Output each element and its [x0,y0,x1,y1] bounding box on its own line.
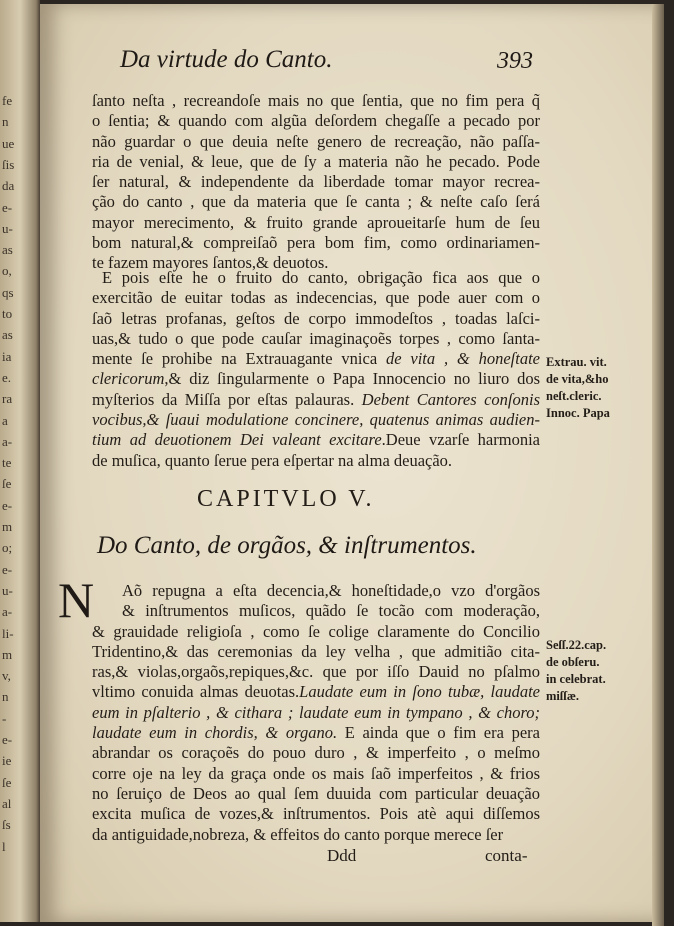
body-text: não guardar o que deuia neſte genero de recreação, não paſſa- [92,131,540,151]
left-page-fragment: m [2,519,13,534]
text-line [92,369,540,389]
left-page-fragment: n [2,114,9,130]
left-page-fragment: l [2,838,6,854]
margin-note-line: de obſeru. [546,655,600,669]
body-text: corre oje na ley da graça onde os mais ſaõ imperfeitos , & frios [92,763,540,783]
latin-quote-text: clericorum [92,369,165,389]
left-page-fragment: - [2,710,7,726]
left-page-fragment: e- [2,497,13,513]
text-line [92,662,540,682]
left-page-fragment: ſe [2,476,12,492]
paragraph-1 [92,91,540,274]
left-page-fragment: to [2,306,13,321]
body-text: da antiguidade,nobreza, & effeitos do canto porque merece ſer [92,824,504,844]
text-line [92,268,540,288]
body-text: bom natural,& compreiſaõ pera bom fim, como ordinariamen- [92,233,540,253]
text-line [92,233,540,253]
left-page-fragment: ſe [2,774,12,790]
text-line [92,172,540,192]
text-line [92,329,540,349]
text-line [92,804,540,824]
text-line [92,192,540,212]
text-line [92,132,540,152]
left-page-fragment: as [2,327,13,343]
body-text: ria de venial, & leue, que de ſy a materia não he pecado. Pode [92,151,540,171]
page-right-edge [652,4,664,926]
body-text: te fazem mayores ſantos,& deuotos. [92,253,329,273]
left-page-fragment: ue [2,135,15,151]
text-line [92,581,540,601]
latin-quote-text: de vita , & honeſtate [385,349,540,369]
body-text: ſaõ letras profanas, geſtos de corpo immodeſtos , toadas laſci- [92,308,540,328]
left-page-fragment: e- [2,561,13,577]
latin-quote-text: Debent Cantores conſonis [361,389,540,409]
left-page-fragment: ſis [2,156,15,172]
body-text: Tridentino,& das ceremonias da ley velha , que admitião cita- [92,641,540,661]
left-page-fragment: v, [2,668,11,684]
running-title: Da virtude do Canto. [120,46,333,73]
text-line [92,410,540,430]
left-page-edge [0,0,40,922]
signature-mark: Ddd [327,846,357,865]
text-line [92,601,540,621]
left-page-fragment: as [2,242,13,258]
left-page-fragment: u- [2,220,13,236]
left-page-fragment: ia [2,348,12,364]
text-line [92,309,540,329]
text-line [92,784,540,804]
body-text: exercitão de euitar todas as indecencias, que pode auer com o [92,288,540,308]
margin-note-line: miſſæ. [546,689,579,703]
body-text: & inſtrumentos muſicos, quãdo ſe tocão com moderação, [122,601,540,621]
body-text: Aõ repugna a eſta decencia,& honeſtidade,o vzo d'orgãos [122,581,540,600]
left-page-fragment: n [2,689,9,705]
text-line [92,642,540,662]
text-line [92,622,540,642]
body-text: o ſentia; & quando com algũa deſordem chegaſſe a pecado por [92,111,540,131]
body-text: E ainda que o fim era pera [337,723,540,743]
margin-note-session [546,637,606,705]
left-page-fragment: e. [2,369,12,385]
text-line [92,111,540,131]
left-page-fragment: e- [2,199,13,215]
left-page-fragment: fe [2,93,13,108]
left-page-fragment: ſs [2,817,11,833]
body-text: mayor merecimento, & fruito grande aproueitarſe hum de ſeu [92,212,540,232]
text-line [92,451,540,471]
margin-note-line: de vita,&ho [546,372,609,386]
left-page-fragment: da [2,178,15,194]
text-line [92,743,540,763]
body-text: ,& diz ſingularmente o Papa Innocencio no liuro dos [164,369,540,389]
margin-note-line: Seſſ.22.cap. [546,638,607,652]
body-text: myſterios da Miſſa por eſtas palauras. [92,389,362,409]
left-page-fragment: li- [2,625,14,641]
text-line [92,349,540,369]
text-line [92,723,540,743]
margin-note-line: in celebrat. [546,672,606,686]
text-line [92,213,540,233]
left-page-fragment: ra [2,391,13,407]
left-page-fragment: a- [2,433,13,449]
left-page-fragment: e- [2,732,13,747]
body-text: vltimo conuida almas deuotas. [92,682,300,702]
catchword: conta- [485,846,528,865]
left-page-fragment: o; [2,540,13,556]
left-page-fragment: a- [2,604,13,620]
margin-note-extravagant [546,354,610,422]
body-text: uas,& tudo o que pode cauſar imaginaçoẽs torpes , como ſanta- [92,328,540,348]
body-text: ção do canto , que da materia que ſe canta ; & neſte caſo ſerá [92,192,540,212]
margin-note-line: neſt.cleric. [546,389,602,403]
page-number: 393 [497,48,533,74]
text-line [92,390,540,410]
body-text: ras,& violas,orgaõs,repiques,&c. que por iſſo Dauid no pſalmo [92,662,540,682]
latin-quote-text: Laudate eum in ſono tubæ, laudate [299,682,540,702]
paragraph-3 [92,581,540,845]
left-page-fragment: o, [2,263,12,279]
margin-note-line: Innoc. Papa [546,406,610,420]
body-text: no ſeruiço de Deos ao qual ſem duuida com particular deuação [92,783,540,803]
body-text: ſanto neſta , recreandoſe mais no que ſentia, que no fim pera q̃ [92,91,540,110]
margin-note-line: Extrau. vit. [546,355,607,369]
left-page-fragment: ie [2,753,12,769]
body-text: de muſica, quanto ſerue pera eſpertar na alma deuação. [92,450,453,470]
left-page-fragment: a [2,412,8,428]
body-text: mente ſe prohibe na Extrauagante vnica [92,349,386,369]
body-text: .Deue vzarſe harmonia [381,430,540,450]
body-text: & grauidade religioſa , como ſe colige claramente do Concilio [92,621,540,641]
text-line [92,288,540,308]
latin-quote-text: laudate eum in chordis, & organo. [92,723,338,743]
left-page-fragment: qs [2,284,14,300]
left-page-fragment: u- [2,582,13,598]
left-page-fragment: m [2,646,13,662]
paragraph-2 [92,268,540,471]
latin-quote-text: tium ad deuotionem Dei valeant excitare [92,430,382,450]
body-text: abrandar os coraçoẽs do pouo duro , & imperfeito , o meſmo [92,743,540,763]
body-text: E pois eſte he o fruito do canto, obrigação fica aos que o [102,268,540,287]
body-text: ſer natural, & independente da liberdade tomar mayor recrea- [92,172,540,192]
text-line [92,430,540,450]
text-line [92,703,540,723]
text-line [92,764,540,784]
chapter-title: CAPITVLO V. [197,486,375,512]
chapter-subtitle: Do Canto, de orgãos, & inſtrumentos. [97,532,477,559]
text-line [92,91,540,111]
drop-cap: N [58,572,95,628]
body-text: excita muſica de vozes,& inſtrumentos. Pois atè aqui diſſemos [92,804,540,824]
latin-quote-text: eum in pſalterio , & cithara ; laudate eum in tympano , & choro; [92,702,540,722]
left-page-fragment: al [2,795,12,811]
latin-quote-text: vocibus,& ſuaui modulatione concinere, quatenus animas audien- [92,410,540,430]
text-line [92,152,540,172]
text-line [92,825,540,845]
left-page-fragment: te [2,455,12,471]
text-line [92,682,540,702]
